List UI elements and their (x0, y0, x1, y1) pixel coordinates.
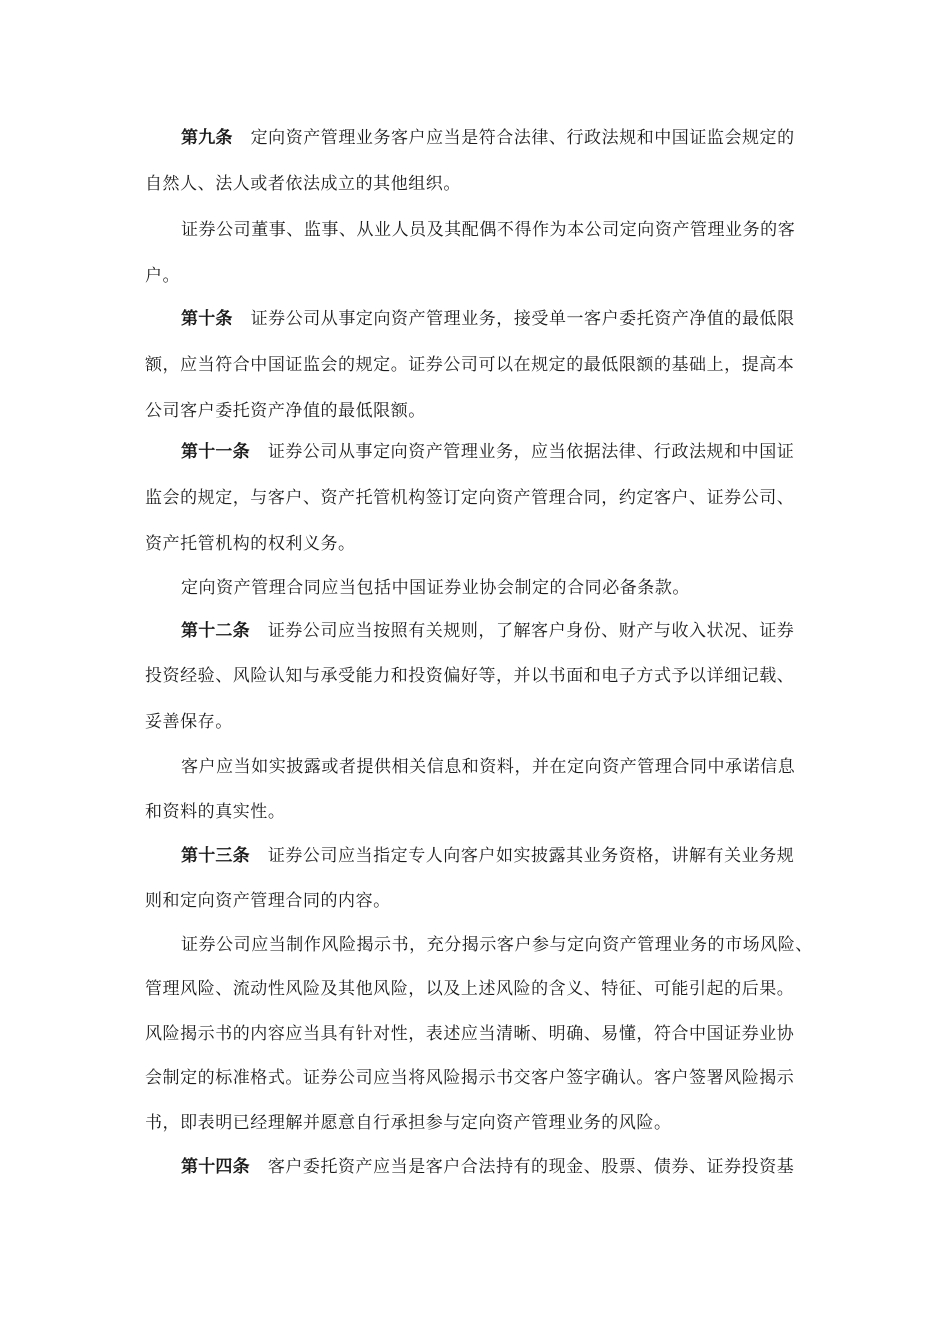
line-text: 监会的规定，与客户、资产托管机构签订定向资产管理合同，约定客户、证券公司、 (145, 488, 795, 508)
article-heading: 第十二条 (181, 621, 250, 641)
text-line (145, 529, 356, 559)
line-text: 风险揭示书的内容应当具有针对性，表述应当清晰、明确、易懂，符合中国证券业协 (145, 1024, 795, 1044)
line-text: 客户应当如实披露或者提供相关信息和资料，并在定向资产管理合同中承诺信息 (181, 757, 796, 777)
line-text: 投资经验、风险认知与承受能力和投资偏好等，并以书面和电子方式予以详细记载、 (145, 666, 795, 686)
line-text: 和资料的真实性。 (145, 802, 286, 822)
text-line (181, 841, 794, 871)
line-text: 书，即表明已经理解并愿意自行承担参与定向资产管理业务的风险。 (145, 1113, 672, 1133)
line-text: 妥善保存。 (145, 712, 233, 732)
line-text: 证券公司董事、监事、从业人员及其配偶不得作为本公司定向资产管理业务的客 (181, 220, 796, 240)
text-line (181, 304, 795, 334)
line-text: 自然人、法人或者依法成立的其他组织。 (145, 174, 461, 194)
line-text: 证券公司应当按照有关规则，了解客户身份、财产与收入状况、证券 (267, 621, 795, 641)
text-line (145, 707, 233, 737)
text-line (181, 930, 813, 960)
text-line (145, 1019, 794, 1049)
line-text: 则和定向资产管理合同的内容。 (145, 891, 391, 911)
line-text: 证券公司从事定向资产管理业务，接受单一客户委托资产净值的最低限 (250, 309, 795, 329)
line-text: 额，应当符合中国证监会的规定。证券公司可以在规定的最低限额的基础上，提高本 (145, 355, 795, 375)
text-line (145, 661, 794, 691)
article-heading: 第十条 (181, 309, 233, 329)
line-text: 会制定的标准格式。证券公司应当将风险揭示书交客户签字确认。客户签署风险揭示 (145, 1068, 795, 1088)
article-heading: 第九条 (181, 128, 233, 148)
line-text: 定向资产管理业务客户应当是符合法律、行政法规和中国证监会规定的 (250, 128, 795, 148)
text-line (181, 437, 794, 467)
text-line (181, 573, 690, 603)
text-line (181, 752, 795, 782)
article-heading: 第十一条 (181, 442, 250, 462)
text-line (145, 886, 391, 916)
text-line (145, 974, 794, 1004)
text-line (145, 350, 794, 380)
line-text: 证券公司从事定向资产管理业务，应当依据法律、行政法规和中国证 (267, 442, 795, 462)
article-heading: 第十四条 (181, 1157, 250, 1177)
text-line (181, 1152, 794, 1182)
text-line (145, 169, 461, 199)
line-text: 证券公司应当指定专人向客户如实披露其业务资格，讲解有关业务规 (267, 846, 795, 866)
text-line (181, 616, 794, 646)
text-line (181, 215, 795, 245)
text-line (145, 261, 180, 291)
line-text: 证券公司应当制作风险揭示书，充分揭示客户参与定向资产管理业务的市场风险、 (181, 935, 813, 955)
text-line (145, 797, 285, 827)
line-text: 公司客户委托资产净值的最低限额。 (145, 401, 426, 421)
line-text: 客户委托资产应当是客户合法持有的现金、股票、债券、证券投资基 (267, 1157, 795, 1177)
text-line (145, 1108, 672, 1138)
text-line (145, 483, 794, 513)
line-text: 定向资产管理合同应当包括中国证券业协会制定的合同必备条款。 (181, 578, 690, 598)
line-text: 资产托管机构的权利义务。 (145, 534, 356, 554)
text-line (181, 123, 795, 153)
text-line (145, 1063, 794, 1093)
line-text: 户。 (145, 266, 181, 286)
article-heading: 第十三条 (181, 846, 250, 866)
line-text: 管理风险、流动性风险及其他风险，以及上述风险的含义、特征、可能引起的后果。 (145, 979, 795, 999)
text-line (145, 396, 426, 426)
